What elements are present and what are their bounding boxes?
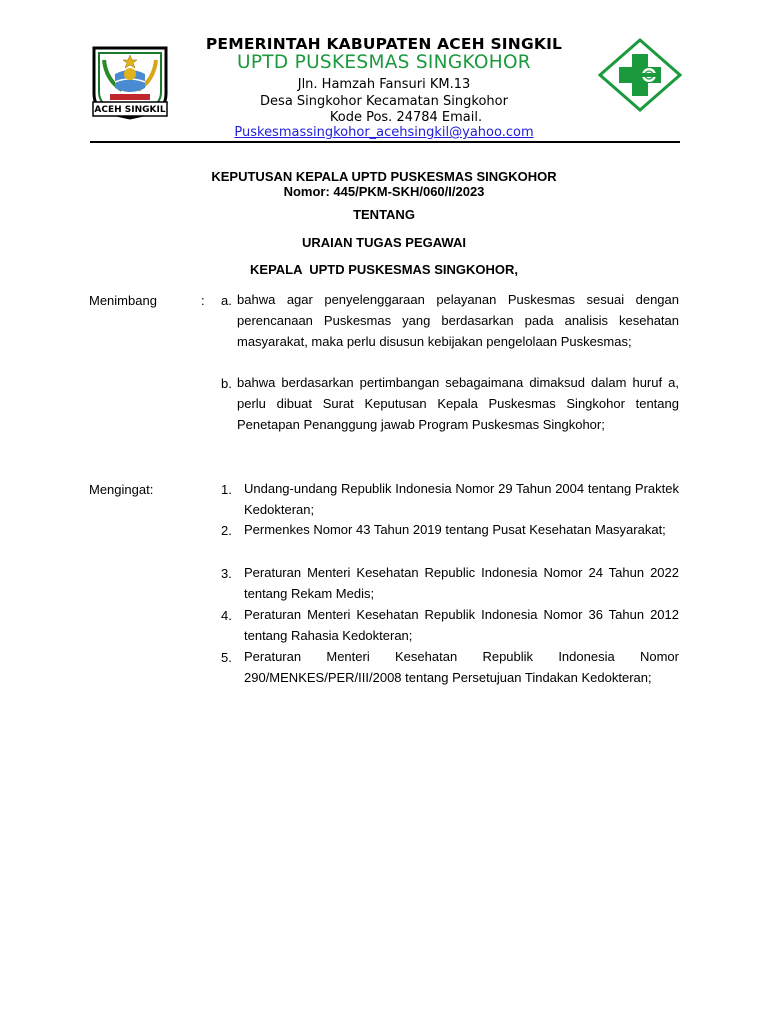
mengingat-item-4: Peraturan Menteri Kesehatan Republik Indonesia Nomor 36 Tahun 2012 tentang Rahasia Kedokteran;	[244, 607, 679, 643]
subject-heading: URAIAN TUGAS PEGAWAI	[302, 235, 466, 250]
mengingat-item-5: Peraturan Menteri Kesehatan Republik Indonesia Nomor 290/MENKES/PER/III/2008 tentang Persetujuan Tindakan Kedokteran;	[244, 649, 679, 685]
mengingat-item-3: Peraturan Menteri Kesehatan Republic Indonesia Nomor 24 Tahun 2022 tentang Rekam Medis;	[244, 565, 679, 601]
menimbang-item-a: bahwa agar penyelenggaraan pelayanan Puskesmas sesuai dengan perencanaan Puskesmas yang berdasarkan pada analisis kesehatan masyarakat, maka perlu disusun kebijakan pengelolaan Puskesmas;	[237, 292, 679, 349]
menimbang-item-b: bahwa berdasarkan pertimbangan sebagaimana dimaksud dalam huruf a, perlu dibuat Surat Keputusan Kepala Puskesmas Singkohor tentang Penetapan Penanggung jawab Program Puskesmas Singkohor;	[237, 375, 679, 432]
about-heading: TENTANG	[353, 207, 415, 222]
mengingat-marker-5: 5.	[221, 650, 232, 665]
mengingat-marker-3: 3.	[221, 566, 232, 581]
mengingat-marker-4: 4.	[221, 608, 232, 623]
emblem-label: ACEH SINGKIL	[94, 105, 166, 115]
menimbang-marker-b: b.	[221, 376, 232, 391]
issuer-heading: KEPALA UPTD PUSKESMAS SINGKOHOR,	[250, 262, 518, 277]
address-line-2: Desa Singkohor Kecamatan Singkohor	[260, 94, 508, 109]
mengingat-label: Mengingat:	[89, 482, 154, 497]
government-name: PEMERINTAH KABUPATEN ACEH SINGKIL	[205, 35, 563, 53]
decree-number: Nomor: 445/PKM-SKH/060/I/2023	[283, 184, 485, 199]
mengingat-item-2: Permenkes Nomor 43 Tahun 2019 tentang Pusat Kesehatan Masyarakat;	[244, 522, 666, 537]
menimbang-marker-a: a.	[221, 293, 232, 308]
letterhead-divider	[90, 141, 680, 143]
menimbang-label: Menimbang	[89, 293, 157, 308]
organization-name: UPTD PUSKESMAS SINGKOHOR	[237, 52, 531, 73]
email-link[interactable]: Puskesmassingkohor_acehsingkil@yahoo.com	[234, 125, 534, 140]
menimbang-colon: :	[201, 293, 205, 308]
mengingat-item-1: Undang-undang Republik Indonesia Nomor 29 Tahun 2004 tentang Praktek Kedokteran;	[244, 481, 679, 517]
address-line-1: Jln. Hamzah Fansuri KM.13	[297, 77, 471, 92]
address-line-3: Kode Pos. 24784 Email.	[329, 110, 483, 125]
decree-title: KEPUTUSAN KEPALA UPTD PUSKESMAS SINGKOHOR	[211, 169, 557, 184]
mengingat-marker-1: 1.	[221, 482, 232, 497]
mengingat-marker-2: 2.	[221, 523, 232, 538]
